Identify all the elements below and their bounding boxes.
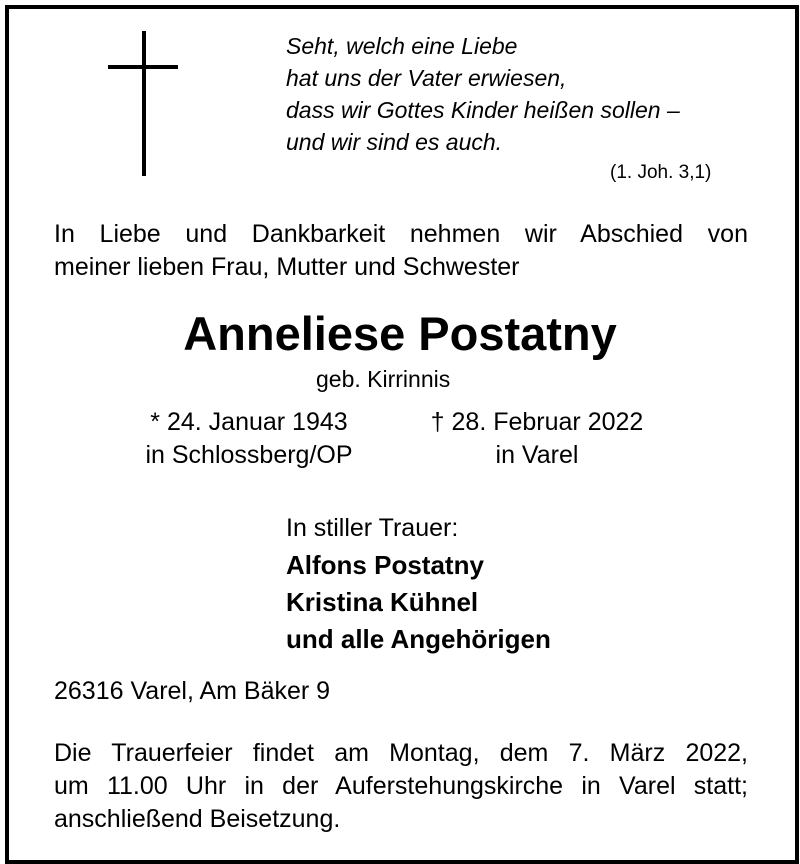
mourners-heading: In stiller Trauer: bbox=[286, 514, 459, 542]
service-line: Die Trauerfeier findet am Montag, dem 7. März 2022, bbox=[54, 739, 748, 767]
verse-line: Seht, welch eine Liebe bbox=[286, 33, 518, 59]
mourner-name: und alle Angehörigen bbox=[286, 624, 551, 654]
birth-place: in Schlossberg/OP bbox=[145, 441, 353, 469]
intro-line: meiner lieben Frau, Mutter und Schwester bbox=[54, 253, 520, 281]
bible-verse bbox=[286, 30, 680, 158]
death-info bbox=[408, 406, 666, 472]
mourners bbox=[286, 510, 551, 658]
service-info bbox=[54, 737, 748, 836]
service-line: um 11.00 Uhr in der Auferstehungskirche in Varel statt; bbox=[54, 772, 748, 800]
deceased-name: Anneliese Postatny bbox=[183, 307, 617, 360]
death-place: in Varel bbox=[495, 441, 579, 469]
intro-text bbox=[54, 218, 748, 284]
verse-line: dass wir Gottes Kinder heißen sollen – bbox=[286, 97, 680, 123]
death-date: † 28. Februar 2022 bbox=[430, 408, 644, 436]
mourner-name: Alfons Postatny bbox=[286, 550, 484, 580]
verse-line: hat uns der Vater erwiesen, bbox=[286, 65, 567, 91]
address: 26316 Varel, Am Bäker 9 bbox=[54, 677, 331, 705]
verse-line: und wir sind es auch. bbox=[286, 129, 503, 155]
birth-info bbox=[118, 406, 380, 472]
service-line: anschließend Beisetzung. bbox=[54, 805, 341, 833]
birth-date: * 24. Januar 1943 bbox=[150, 408, 348, 436]
verse-reference: (1. Joh. 3,1) bbox=[610, 162, 712, 183]
mourner-name: Kristina Kühnel bbox=[286, 587, 479, 617]
birth-name: geb. Kirrinnis bbox=[316, 366, 451, 392]
intro-line: In Liebe und Dankbarkeit nehmen wir Abschied von bbox=[54, 220, 748, 248]
